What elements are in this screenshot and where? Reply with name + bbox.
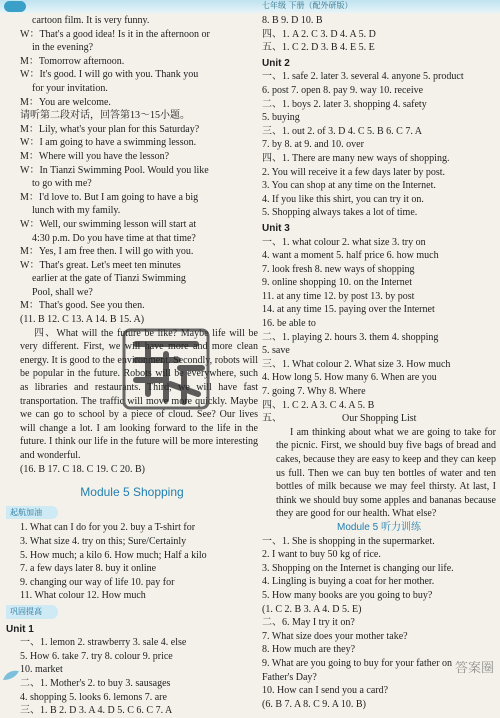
section-head-warmup: 起航加油 bbox=[6, 506, 58, 520]
listening-title: Module 5 听力训练 bbox=[337, 521, 421, 533]
text-line: W：Well, our swimming lesson will start at bbox=[20, 218, 197, 230]
section-4-answers: (16. B 17. C 18. C 19. C 20. B) bbox=[20, 463, 146, 475]
text-line: 5. save bbox=[262, 345, 290, 357]
text-line: 7. a few days later 8. buy it online bbox=[20, 563, 157, 575]
unit-2-label: Unit 2 bbox=[262, 57, 290, 69]
text-line: M：That's good. See you then. bbox=[20, 300, 145, 312]
text-line: (6. B 7. A 8. C 9. A 10. B) bbox=[262, 698, 366, 710]
section-4-text: What will the future be like? Maybe life will be very different. First, we will have more and more clean energy. It is good to the environment. Secondly, robots will be popular in the future. Robots will be everywhere, such as libraries and restaurants. Third, we will have fast transportation. The traffic will move more quickly. Maybe we can go to school by a piece of cloud. See? Our lives will change a lot. I am looking forward to the life in the future. I think our life in the future will be more interesting and wonderful. bbox=[20, 327, 258, 461]
text-line: M：Yes, I am free then. I will go with you. bbox=[20, 246, 194, 258]
section-head-consolidate: 巩固提高 bbox=[6, 605, 58, 619]
text-line: W：In Tianzi Swimming Pool. Would you like bbox=[20, 164, 209, 176]
unit-1-answers bbox=[6, 636, 258, 718]
text-line: 4:30 p.m. Do you have time at that time? bbox=[32, 232, 196, 244]
dialogue-transcript bbox=[6, 14, 258, 327]
text-line: 一、1. what colour 2. what size 3. try on bbox=[262, 236, 426, 248]
unit-1-label: Unit 1 bbox=[6, 623, 34, 635]
text-line: 9. online shopping 10. on the Internet bbox=[262, 277, 412, 289]
text-line: 三、1. B 2. D 3. A 4. D 5. C 6. C 7. A bbox=[20, 705, 173, 717]
unit-3-label: Unit 3 bbox=[262, 222, 290, 234]
section-5-title: Our Shopping List bbox=[342, 413, 417, 425]
unit-3-answers bbox=[262, 236, 496, 413]
text-line: M：Tomorrow afternoon. bbox=[20, 55, 125, 67]
section-5-label: 五、 bbox=[262, 413, 282, 425]
text-line: 4. shopping 5. looks 6. lemons 7. are bbox=[20, 691, 167, 703]
text-line: M：I'd love to. But I am going to have a big bbox=[20, 191, 199, 203]
text-line: M：Lily, what's your plan for this Saturday? bbox=[20, 123, 200, 135]
text-line: 4. Lingling is buying a coat for her mother. bbox=[262, 576, 435, 588]
text-line: in the evening? bbox=[32, 42, 94, 54]
text-line: 5. How 6. take 7. try 8. colour 9. price bbox=[20, 650, 173, 662]
warmup-answers bbox=[6, 521, 258, 603]
text-line: for your invitation. bbox=[32, 82, 108, 94]
text-line: 7. look fresh 8. new ways of shopping bbox=[262, 263, 415, 275]
text-line: 五、1. C 2. D 3. B 4. E 5. E bbox=[262, 42, 375, 54]
text-line: 2. You will receive it a few days later by post. bbox=[262, 166, 446, 178]
text-line: 3. What size 4. try on this; Sure/Certainly bbox=[20, 535, 187, 547]
text-line: M：You are welcome. bbox=[20, 96, 111, 108]
text-line: 6. post 7. open 8. pay 9. way 10. receive bbox=[262, 84, 424, 96]
text-line: 四、1. There are many new ways of shopping. bbox=[262, 152, 450, 164]
text-line: 5. How much; a kilo 6. How much; Half a kilo bbox=[20, 549, 207, 561]
text-line: 三、1. What colour 2. What size 3. How much bbox=[262, 358, 451, 370]
text-line: 四、1. C 2. A 3. C 4. A 5. B bbox=[262, 399, 375, 411]
text-line: 4. want a moment 5. half price 6. how much bbox=[262, 250, 439, 262]
text-line: 一、1. She is shopping in the supermarket. bbox=[262, 535, 435, 547]
text-line: 二、6. May I try it on? bbox=[262, 617, 355, 629]
text-line: 5. Shopping always takes a lot of time. bbox=[262, 207, 418, 219]
text-line: M：Where will you have the lesson? bbox=[20, 150, 170, 162]
text-line: 4. If you like this shirt, you can try it on. bbox=[262, 193, 424, 205]
corner-watermark-logo: 答案圈 bbox=[454, 661, 494, 676]
right-column bbox=[262, 14, 496, 711]
header-bar bbox=[0, 0, 500, 13]
text-line: 10. market bbox=[20, 664, 63, 676]
text-line: 5. How many books are you going to buy? bbox=[262, 589, 433, 601]
text-line: 一、1. safe 2. later 3. several 4. anyone 5. product bbox=[262, 71, 464, 83]
listening-answers bbox=[262, 535, 496, 712]
text-line: 请听第二段对话，回答第13～15小题。 bbox=[20, 110, 190, 122]
text-line: 二、1. Mother's 2. to buy 3. sausages bbox=[20, 677, 171, 689]
text-line: 9. changing our way of life 10. pay for bbox=[20, 576, 175, 588]
text-line: 11. at any time 12. by post 13. by post bbox=[262, 290, 415, 302]
text-line: 7. What size does your mother take? bbox=[262, 630, 408, 642]
text-line: W：That's great. Let's meet ten minutes bbox=[20, 259, 181, 271]
text-line: 2. I want to buy 50 kg of rice. bbox=[262, 549, 381, 561]
text-line: (1. C 2. B 3. A 4. D 5. E) bbox=[262, 603, 362, 615]
unit-1-answers-cont bbox=[262, 14, 496, 55]
module-title: Module 5 Shopping bbox=[80, 485, 184, 500]
book-logo-icon bbox=[4, 1, 26, 12]
text-line: W：It's good. I will go with you. Thank you bbox=[20, 69, 199, 81]
text-line: 3. Shopping on the Internet is changing our life. bbox=[262, 562, 454, 574]
text-line: W：I am going to have a swimming lesson. bbox=[20, 137, 197, 149]
text-line: Father's Day? bbox=[262, 671, 317, 683]
grade-label: 七年级 下册（配外研版） bbox=[262, 1, 353, 10]
text-line: 1. What can I do for you 2. buy a T-shirt for bbox=[20, 522, 196, 534]
text-line: 9. What are you going to buy for your father on bbox=[262, 657, 453, 669]
leaf-icon bbox=[2, 669, 20, 681]
text-line: 一、1. lemon 2. strawberry 3. sale 4. else bbox=[20, 637, 187, 649]
text-line: 4. How long 5. How many 6. When are you bbox=[262, 372, 437, 384]
text-line: cartoon film. It is very funny. bbox=[32, 15, 150, 26]
text-line: 14. at any time 15. paying over the Internet bbox=[262, 304, 435, 316]
text-line: 11. What colour 12. How much bbox=[20, 590, 146, 602]
text-line: 8. B 9. D 10. B bbox=[262, 15, 323, 26]
text-line: 5. buying bbox=[262, 112, 300, 124]
text-line: 四、1. A 2. C 3. D 4. A 5. D bbox=[262, 28, 376, 40]
section-5-passage: I am thinking about what we are going to take for the picnic. First, we should buy five bags of bread and cakes, because they are easy to keep and they can keep us full. Then we can buy ten bottles of water and ten bottles of milk because we may feel thirsty. At last, I think we should buy some apples and bananas because they are good for our health. What else? bbox=[276, 426, 496, 520]
text-line: 二、1. playing 2. hours 3. them 4. shopping bbox=[262, 331, 439, 343]
text-line: (11. B 12. C 13. A 14. B 15. A) bbox=[20, 314, 145, 326]
text-line: 7. going 7. Why 8. Where bbox=[262, 386, 366, 398]
text-line: 二、1. boys 2. later 3. shopping 4. safety bbox=[262, 98, 427, 110]
text-line: to go with me? bbox=[32, 178, 92, 190]
text-line: W：That's a good idea! Is it in the afternoon or bbox=[20, 28, 210, 40]
section-4-label: 四、 bbox=[34, 327, 57, 339]
text-line: 7. by 8. at 9. and 10. over bbox=[262, 139, 364, 151]
text-line: 16. be able to bbox=[262, 318, 316, 330]
text-line: earlier at the gate of Tianzi Swimming bbox=[32, 273, 186, 285]
text-line: 3. You can shop at any time on the Internet. bbox=[262, 180, 436, 192]
unit-2-answers bbox=[262, 70, 496, 220]
text-line: 10. How can I send you a card? bbox=[262, 685, 389, 697]
stamp-watermark-icon bbox=[118, 324, 214, 414]
text-line: 三、1. out 2. of 3. D 4. C 5. B 6. C 7. A bbox=[262, 125, 423, 137]
section-5-heading bbox=[262, 412, 496, 426]
text-line: Pool, shall we? bbox=[32, 286, 93, 298]
text-line: lunch with my family. bbox=[32, 205, 121, 217]
text-line: 8. How much are they? bbox=[262, 644, 356, 656]
